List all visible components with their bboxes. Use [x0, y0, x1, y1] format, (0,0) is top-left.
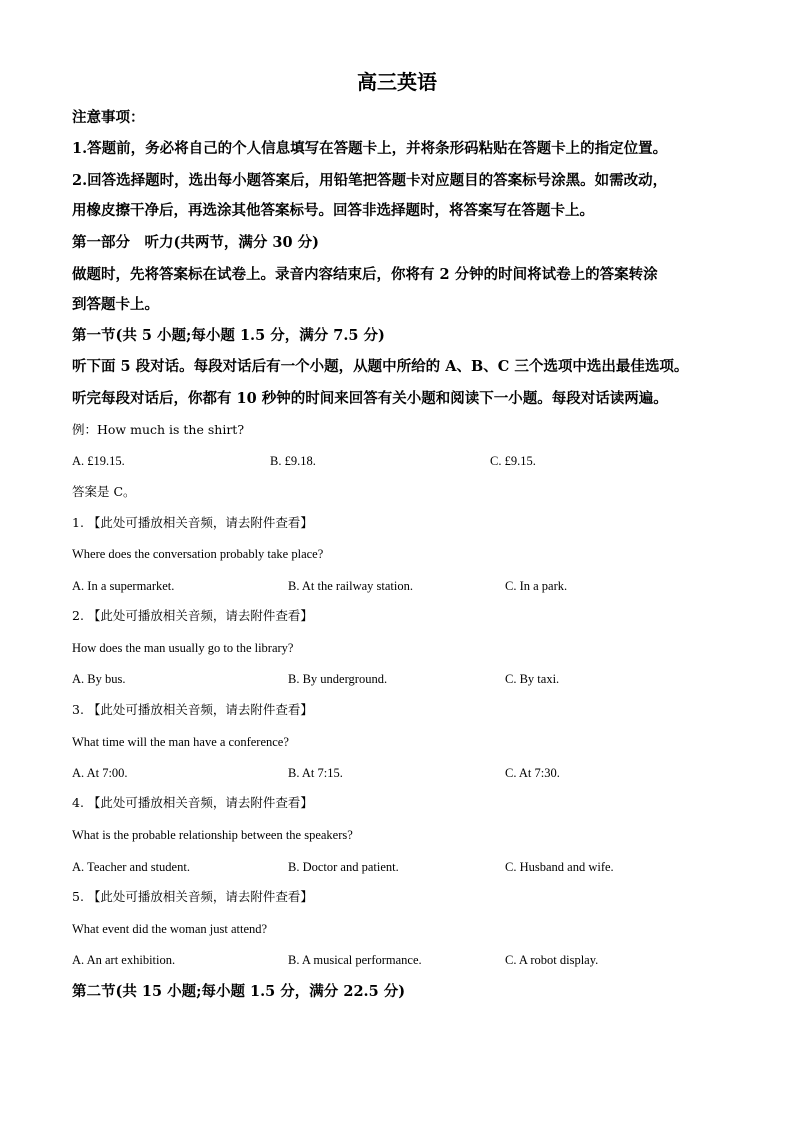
question-1-option-a: A. In a supermarket. — [72, 579, 175, 593]
question-1-option-b: B. At the railway station. — [288, 579, 413, 593]
question-2-audio-label: 2. 【此处可播放相关音频，请去附件查看】 — [72, 608, 313, 623]
question-2-option-c: C. By taxi. — [505, 672, 560, 686]
question-2-text: How does the man usually go to the library? — [72, 641, 294, 655]
example-answer: 答案是 C。 — [72, 484, 136, 499]
example-option-c: C. £9.15. — [490, 454, 536, 468]
notice-item-2-line-2: 用橡皮擦干净后，再选涂其他答案标号。回答非选择题时，将答案写在答题卡上。 — [72, 202, 594, 219]
question-1-options — [72, 577, 736, 595]
notice-item-2-line-1: 2.回答选择题时，选出每小题答案后，用铅笔把答题卡对应题目的答案标号涂黑。如需改动， — [72, 172, 668, 189]
question-1-audio-label: 1. 【此处可播放相关音频，请去附件查看】 — [72, 515, 313, 530]
notice-heading: 注意事项： — [72, 109, 145, 126]
example-options — [72, 452, 736, 470]
question-3-option-b: B. At 7:15. — [288, 766, 343, 780]
example-option-a: A. £19.15. — [72, 454, 125, 468]
question-3-option-a: A. At 7:00. — [72, 766, 128, 780]
question-3-audio-label: 3. 【此处可播放相关音频，请去附件查看】 — [72, 702, 313, 717]
question-4-text: What is the probable relationship between the speakers? — [72, 828, 353, 842]
section2-heading: 第二节(共 15 小题;每小题 1.5 分，满分 22.5 分) — [72, 983, 406, 1000]
question-5-options — [72, 951, 736, 969]
question-5-text: What event did the woman just attend? — [72, 922, 268, 936]
question-5-option-c: C. A robot display. — [505, 953, 599, 967]
question-2-options — [72, 670, 736, 688]
question-2-option-a: A. By bus. — [72, 672, 126, 686]
example-option-b: B. £9.18. — [270, 454, 316, 468]
question-4-option-c: C. Husband and wife. — [505, 860, 614, 874]
example-question: 例：How much is the shirt? — [72, 422, 245, 437]
question-1-option-c: C. In a park. — [505, 579, 568, 593]
section1-instruction-line-2: 听完每段对话后，你都有 10 秒钟的时间来回答有关小题和阅读下一小题。每段对话读两遍。 — [72, 390, 668, 407]
question-3-option-c: C. At 7:30. — [505, 766, 560, 780]
question-5-option-a: A. An art exhibition. — [72, 953, 176, 967]
notice-item-1: 1.答题前，务必将自己的个人信息填写在答题卡上，并将条形码粘贴在答题卡上的指定位置。 — [72, 140, 668, 157]
question-5-audio-label: 5. 【此处可播放相关音频，请去附件查看】 — [72, 889, 313, 904]
question-3-options — [72, 764, 736, 782]
section1-instruction-line-1: 听下面 5 段对话。每段对话后有一个小题，从题中所给的 A、B、C 三个选项中选出最佳选项。 — [72, 358, 689, 375]
question-4-option-b: B. Doctor and patient. — [288, 860, 399, 874]
question-4-options — [72, 858, 736, 876]
part1-instruction-line-2: 到答题卡上。 — [72, 296, 159, 313]
part1-instruction-line-1: 做题时，先将答案标在试卷上。录音内容结束后，你将有 2 分钟的时间将试卷上的答案转涂 — [72, 266, 658, 283]
section1-heading: 第一节(共 5 小题;每小题 1.5 分，满分 7.5 分) — [72, 327, 385, 344]
question-3-text: What time will the man have a conference? — [72, 735, 289, 749]
question-5-option-b: B. A musical performance. — [288, 953, 422, 967]
question-1-text: Where does the conversation probably take place? — [72, 547, 324, 561]
question-4-option-a: A. Teacher and student. — [72, 860, 190, 874]
page-title: 高三英语 — [357, 70, 437, 94]
part1-heading: 第一部分 听力(共两节，满分 30 分) — [72, 234, 319, 251]
question-4-audio-label: 4. 【此处可播放相关音频，请去附件查看】 — [72, 795, 313, 810]
question-2-option-b: B. By underground. — [288, 672, 388, 686]
